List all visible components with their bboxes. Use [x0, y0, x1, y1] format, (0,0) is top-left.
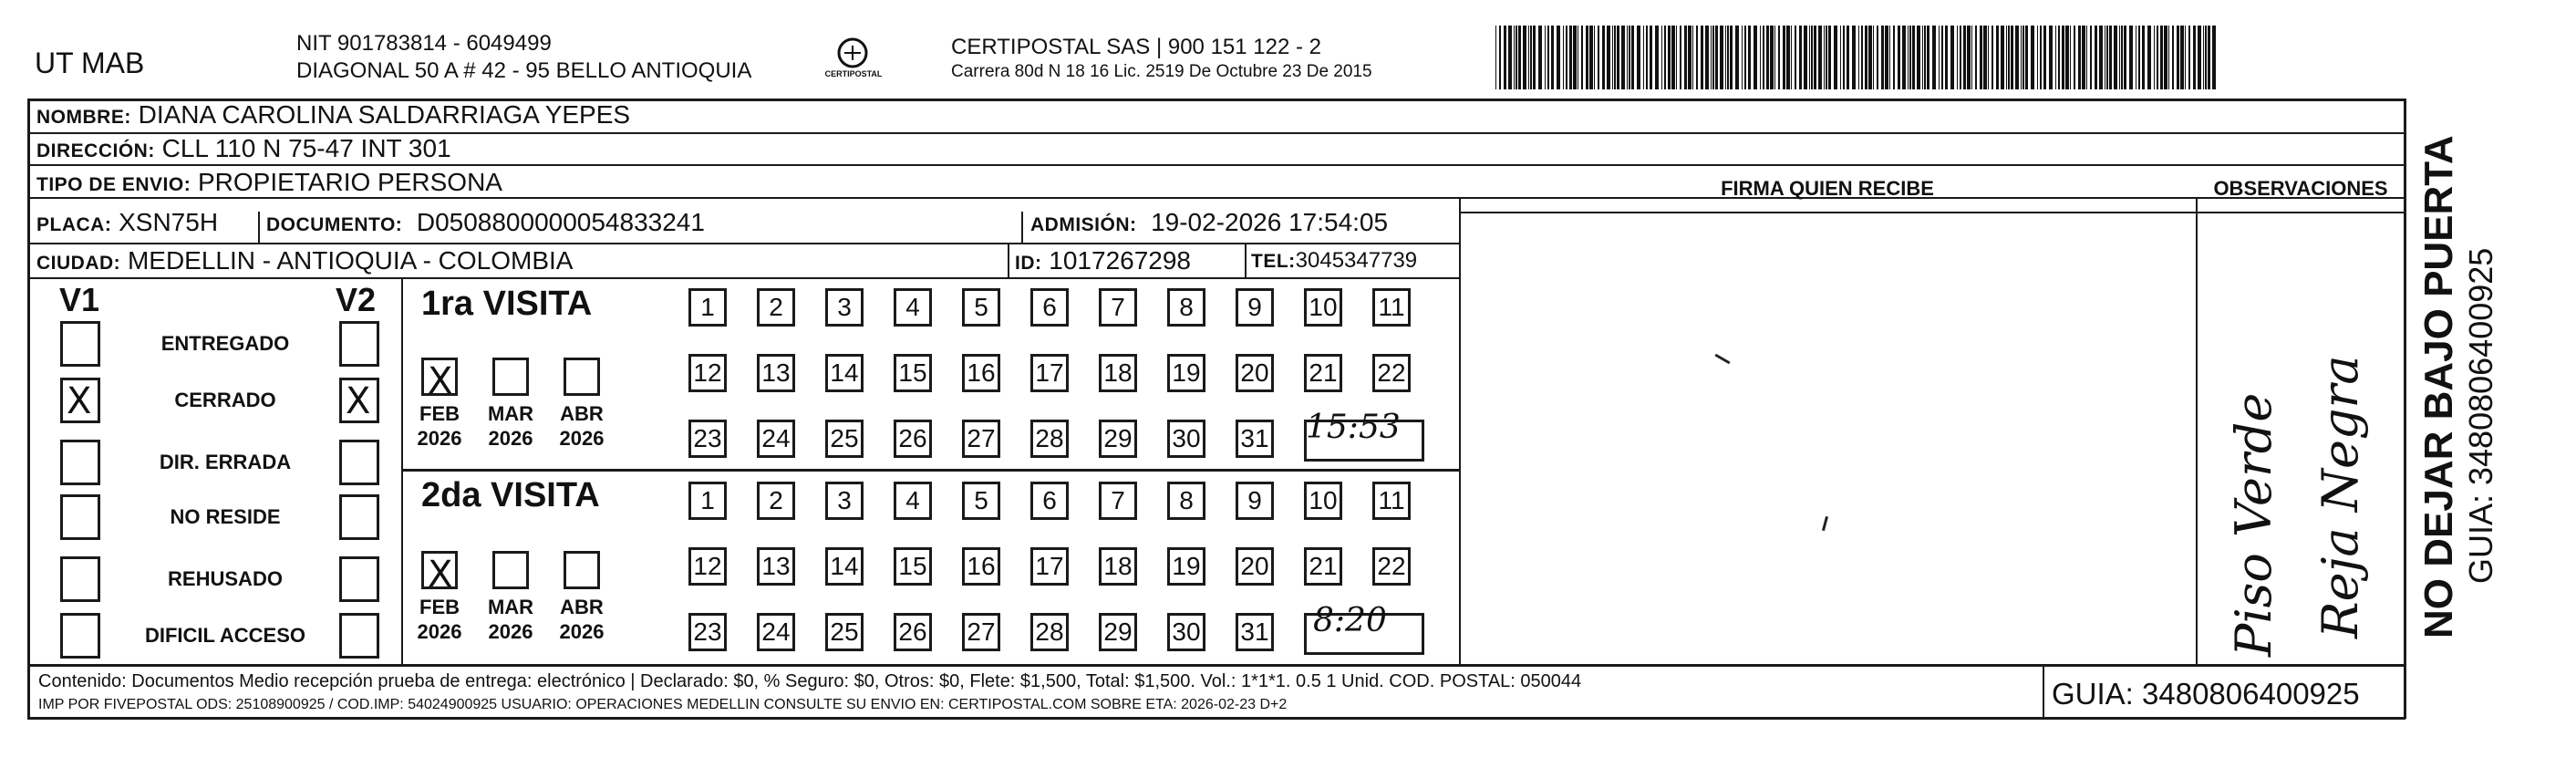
visit2-day-27[interactable]: 27	[962, 613, 1000, 651]
visit2-month-checkbox[interactable]	[421, 551, 458, 596]
certipostal-logo	[821, 35, 885, 94]
v1-checkbox[interactable]	[60, 613, 100, 659]
visit2-day-13[interactable]: 13	[757, 547, 795, 586]
v1-checkbox[interactable]	[60, 321, 100, 367]
v1-checkbox[interactable]	[60, 440, 100, 485]
visit1-day-16[interactable]: 16	[962, 354, 1000, 392]
visit1-month-label: MAR 2026	[487, 402, 534, 450]
status-label: NO RESIDE	[170, 505, 281, 528]
check-mark: X	[428, 554, 453, 596]
visit2-day-2[interactable]: 2	[757, 482, 795, 520]
placa-label: PLACA:	[36, 214, 112, 235]
visit2-day-31[interactable]: 31	[1236, 613, 1274, 651]
visit2-day-24[interactable]: 24	[757, 613, 795, 651]
visit1-day-4[interactable]: 4	[894, 288, 932, 327]
visit1-day-31[interactable]: 31	[1236, 420, 1274, 458]
status-label: DIFICIL ACCESO	[144, 624, 305, 647]
visit2-day-10[interactable]: 10	[1304, 482, 1342, 520]
visit1-day-13[interactable]: 13	[757, 354, 795, 392]
guia-box: GUIA: 3480806400925	[2052, 677, 2360, 711]
documento-row	[266, 208, 705, 237]
visit1-day-21[interactable]: 21	[1304, 354, 1342, 392]
visit1-day-10[interactable]: 10	[1304, 288, 1342, 327]
v2-checkbox[interactable]	[339, 321, 379, 367]
visit2-day-9[interactable]: 9	[1236, 482, 1274, 520]
visit1-day-30[interactable]: 30	[1167, 420, 1205, 458]
visit1-day-18[interactable]: 18	[1099, 354, 1137, 392]
visit2-day-8[interactable]: 8	[1167, 482, 1205, 520]
visit1-day-25[interactable]: 25	[825, 420, 864, 458]
nombre-row	[36, 100, 630, 130]
tipo-row	[36, 168, 502, 197]
visit1-day-9[interactable]: 9	[1236, 288, 1274, 327]
visit1-day-5[interactable]: 5	[962, 288, 1000, 327]
sender-address: DIAGONAL 50 A # 42 - 95 BELLO ANTIOQUIA	[296, 58, 752, 83]
visit1-day-8[interactable]: 8	[1167, 288, 1205, 327]
visit1-day-17[interactable]: 17	[1030, 354, 1069, 392]
visit1-day-20[interactable]: 20	[1236, 354, 1274, 392]
visit2-day-5[interactable]: 5	[962, 482, 1000, 520]
visit2-day-18[interactable]: 18	[1099, 547, 1137, 586]
nombre-label: NOMBRE:	[36, 107, 131, 128]
visit1-day-23[interactable]: 23	[688, 420, 727, 458]
status-label: REHUSADO	[168, 567, 283, 590]
observations-header: OBSERVACIONES	[2213, 177, 2388, 200]
visit1-day-29[interactable]: 29	[1099, 420, 1137, 458]
visit2-month-checkbox[interactable]	[492, 551, 529, 589]
visit2-day-26[interactable]: 26	[894, 613, 932, 651]
visit2-day-14[interactable]: 14	[825, 547, 864, 586]
plate-value: XSN75H	[119, 208, 219, 236]
admission-value: 19-02-2026 17:54:05	[1151, 208, 1389, 236]
visit2-day-11[interactable]: 11	[1372, 482, 1411, 520]
footer-print-info: IMP POR FIVEPOSTAL ODS: 25108900925 / COD.IMP: 54024900925 USUARIO: OPERACIONES MEDELLIN CONSULTE SU ENVIO EN: CERTIPOSTAL.COM SOBRE ETA: 2026-02-23 D+2	[38, 697, 1288, 712]
visit1-month-checkbox[interactable]	[421, 358, 458, 402]
visit2-day-1[interactable]: 1	[688, 482, 727, 520]
v1-label: V1	[59, 281, 100, 318]
observation-note-1: Piso Verde	[2225, 392, 2282, 657]
placa-row	[36, 208, 218, 237]
visit1-day-26[interactable]: 26	[894, 420, 932, 458]
v2-checkbox[interactable]	[339, 613, 379, 659]
visit1-time: 15:53	[1306, 409, 1401, 446]
visit2-day-17[interactable]: 17	[1030, 547, 1069, 586]
document-value: D0508800000054833241	[416, 208, 705, 236]
v2-checkbox[interactable]	[339, 378, 379, 423]
admision-row	[1030, 208, 1388, 237]
v2-checkbox[interactable]	[339, 440, 379, 485]
check-mark: X	[67, 380, 92, 422]
visit2-day-6[interactable]: 6	[1030, 482, 1069, 520]
status-label: ENTREGADO	[160, 332, 290, 355]
side-guia: GUIA: 3480806400925	[2462, 247, 2499, 584]
v1-checkbox[interactable]	[60, 494, 100, 540]
tel-value: 3045347739	[1295, 248, 1418, 273]
visit1-day-2[interactable]: 2	[757, 288, 795, 327]
signature-header: FIRMA QUIEN RECIBE	[1721, 177, 1934, 200]
visit1-day-1[interactable]: 1	[688, 288, 727, 327]
city-value: MEDELLIN - ANTIOQUIA - COLOMBIA	[127, 246, 574, 275]
visit1-day-3[interactable]: 3	[825, 288, 864, 327]
visit2-day-25[interactable]: 25	[825, 613, 864, 651]
logo-text: CERTIPOSTAL	[824, 69, 883, 78]
visit2-day-23[interactable]: 23	[688, 613, 727, 651]
visit1-day-11[interactable]: 11	[1372, 288, 1411, 327]
visit2-day-7[interactable]: 7	[1099, 482, 1137, 520]
visit1-day-14[interactable]: 14	[825, 354, 864, 392]
visit2-day-16[interactable]: 16	[962, 547, 1000, 586]
visit2-day-19[interactable]: 19	[1167, 547, 1205, 586]
visit1-day-19[interactable]: 19	[1167, 354, 1205, 392]
tel-row	[1251, 248, 1417, 274]
recipient-name: DIANA CAROLINA SALDARRIAGA YEPES	[138, 100, 631, 129]
direccion-label: DIRECCIÓN:	[36, 140, 155, 161]
recipient-address: CLL 110 N 75-47 INT 301	[161, 134, 451, 162]
v2-checkbox[interactable]	[339, 556, 379, 602]
status-label: DIR. ERRADA	[159, 451, 292, 473]
visit2-day-29[interactable]: 29	[1099, 613, 1137, 651]
visit2-day-28[interactable]: 28	[1030, 613, 1069, 651]
visit2-day-15[interactable]: 15	[894, 547, 932, 586]
ciudad-row	[36, 246, 573, 275]
carrier-name: CERTIPOSTAL SAS | 900 151 122 - 2	[951, 35, 1321, 59]
shipment-type: PROPIETARIO PERSONA	[197, 168, 502, 196]
ciudad-label: CIUDAD:	[36, 253, 121, 274]
visit2-time: 8:20	[1313, 602, 1387, 639]
visit1-day-6[interactable]: 6	[1030, 288, 1069, 327]
check-mark: X	[428, 360, 453, 402]
signature-mark	[1822, 516, 1828, 531]
visit1-day-24[interactable]: 24	[757, 420, 795, 458]
documento-label: DOCUMENTO:	[266, 214, 403, 235]
v1-checkbox[interactable]	[60, 378, 100, 423]
visit2-day-21[interactable]: 21	[1304, 547, 1342, 586]
signature-mark	[1714, 354, 1730, 365]
status-label: CERRADO	[174, 389, 276, 411]
visit2-day-3[interactable]: 3	[825, 482, 864, 520]
barcode	[1495, 26, 2225, 94]
visit2-day-12[interactable]: 12	[688, 547, 727, 586]
visit2-month-label: MAR 2026	[487, 596, 534, 643]
visit2-day-30[interactable]: 30	[1167, 613, 1205, 651]
visit2-month-label: ABR 2026	[559, 596, 605, 643]
visit2-day-22[interactable]: 22	[1372, 547, 1411, 586]
tel-label: TEL:	[1251, 251, 1296, 272]
carrier-license: Carrera 80d N 18 16 Lic. 2519 De Octubre 23 De 2015	[951, 62, 1372, 81]
id-label: ID:	[1015, 253, 1042, 274]
visit2-title: 2da VISITA	[421, 476, 600, 514]
id-row	[1015, 246, 1191, 275]
v2-label: V2	[336, 281, 377, 318]
visit1-day-15[interactable]: 15	[894, 354, 932, 392]
visit1-day-28[interactable]: 28	[1030, 420, 1069, 458]
tipo-label: TIPO DE ENVIO:	[36, 174, 191, 195]
visit1-month-label: ABR 2026	[559, 402, 605, 450]
visit2-day-4[interactable]: 4	[894, 482, 932, 520]
observation-note-2: Reja Negra	[2312, 355, 2369, 638]
side-warning: NO DEJAR BAJO PUERTA	[2416, 135, 2461, 638]
visit2-month-label: FEB 2026	[417, 596, 462, 643]
visit1-month-checkbox[interactable]	[564, 358, 600, 396]
visit1-title: 1ra VISITA	[421, 285, 593, 323]
id-value: 1017267298	[1049, 246, 1192, 275]
visit1-day-27[interactable]: 27	[962, 420, 1000, 458]
visit1-month-label: FEB 2026	[417, 402, 462, 450]
visit1-day-7[interactable]: 7	[1099, 288, 1137, 327]
v1-checkbox[interactable]	[60, 556, 100, 602]
visit1-day-22[interactable]: 22	[1372, 354, 1411, 392]
footer-contents: Contenido: Documentos Medio recepción prueba de entrega: electrónico | Declarado: $0, % Seguro: $0, Otros: $0, Flete: $1,500, Total: $1,500. Vol.: 1*1*1. 0.5 1 Unid. COD. POSTAL: 050044	[38, 671, 1582, 691]
direccion-row	[36, 134, 451, 163]
admision-label: ADMISIÓN:	[1030, 214, 1137, 235]
v2-checkbox[interactable]	[339, 494, 379, 540]
company-name: UT MAB	[35, 47, 145, 79]
visit1-month-checkbox[interactable]	[492, 358, 529, 396]
sender-nit: NIT 901783814 - 6049499	[296, 31, 552, 56]
visit2-day-20[interactable]: 20	[1236, 547, 1274, 586]
visit1-day-12[interactable]: 12	[688, 354, 727, 392]
check-mark: X	[346, 380, 371, 422]
visit2-month-checkbox[interactable]	[564, 551, 600, 589]
